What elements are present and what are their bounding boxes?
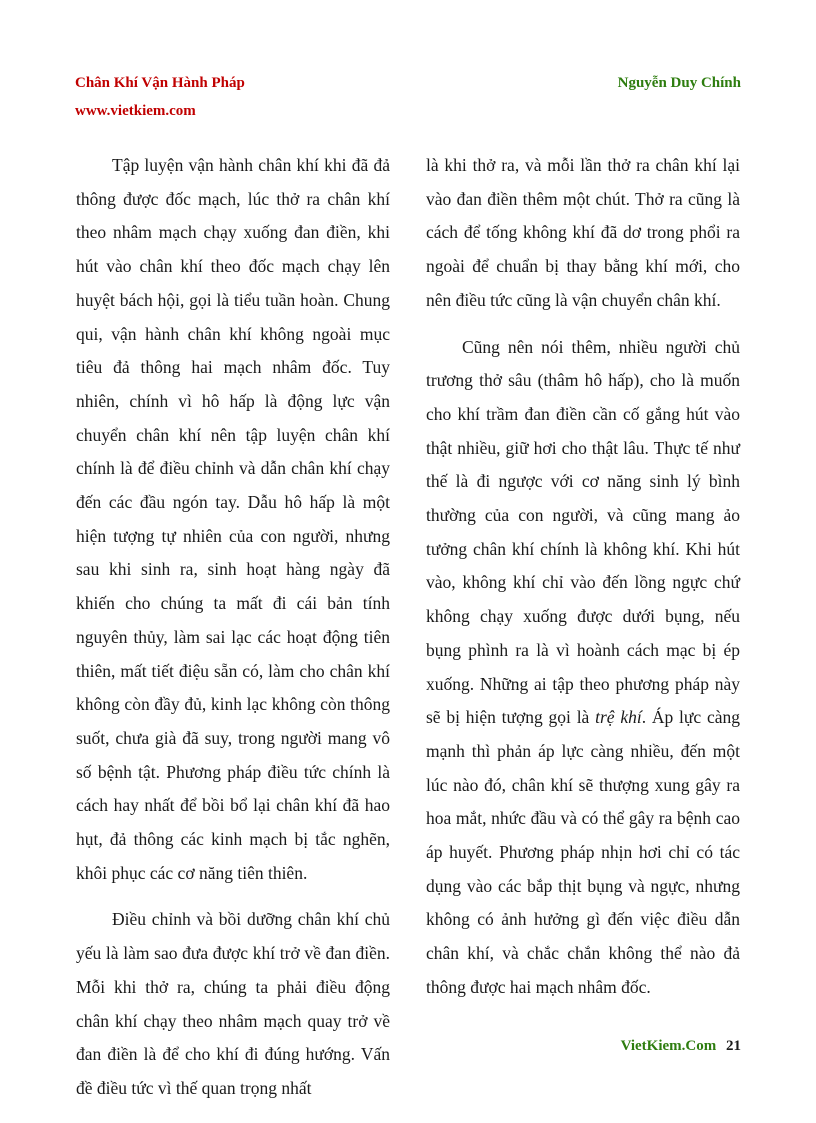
paragraph-2-continuation: là khi thở ra, và mỗi lần thở ra chân khí lại vào đan điền thêm một chút. Thở ra cũng là cách để tống không khí đã dơ trong phổi ra ngoài để chuẩn bị thay bằng khí mới, cho nên điều tức cũng là vận chuyển chân khí.: [426, 155, 740, 310]
footer-brand[interactable]: VietKiem.Com: [620, 1038, 717, 1054]
book-title: Chân Khí Vận Hành Pháp: [75, 75, 245, 91]
page-footer: [621, 1035, 741, 1057]
website-link[interactable]: www.vietkiem.com: [75, 103, 196, 119]
left-column: [76, 149, 390, 1119]
author-name: Nguyễn Duy Chính: [617, 75, 741, 91]
paragraph-3: [426, 331, 740, 1005]
page-number: 21: [726, 1038, 741, 1054]
paragraph-2: Điều chỉnh và bồi dưỡng chân khí chủ yếu là làm sao đưa được khí trở về đan điền. Mỗi khi thở ra, chúng ta phải điều động chân khí chạy theo nhâm mạch quay trở về đan điền là để cho khí đi đúng hướng. Vấn đề điều tức vì thế quan trọng nhất: [76, 909, 390, 1098]
page-header-left: [75, 72, 245, 122]
paragraph-3-text-b: . Áp lực càng mạnh thì phản áp lực càng nhiều, đến một lúc nào đó, chân khí sẽ thượng xung gây ra hoa mắt, nhức đầu và có thể gây ra bệnh cao áp huyết. Phương pháp nhịn hơi chỉ có tác dụng vào các bắp thịt bụng và ngực, nhưng không có ảnh hưởng gì đến việc điều dẫn chân khí, và chắc chắn không thể nào đả thông được hai mạch nhâm đốc.: [426, 707, 740, 997]
paragraph-1: Tập luyện vận hành chân khí khi đã đả thông được đốc mạch, lúc thở ra chân khí theo nhâm mạch chạy xuống đan điền, khi hút vào chân khí theo đốc mạch chạy lên huyệt bách hội, gọi là tiểu tuần hoàn. Chung qui, vận hành chân khí không ngoài mục tiêu đả thông hai mạch nhâm đốc. Tuy nhiên, chính vì hô hấp là động lực vận chuyển chân khí nên tập luyện chân khí chính là để điều chỉnh và dẫn chân khí chạy đến các đầu ngón tay. Dẫu hô hấp là một hiện tượng tự nhiên của con người, nhưng sau khi sinh ra, sinh hoạt hàng ngày đã khiến cho chúng ta mất đi cái bản tính nguyên thủy, làm sai lạc các hoạt động tiên thiên, mất tiết điệu sẵn có, làm cho chân khí không còn đầy đủ, kinh lạc không còn thông suốt, chưa già đã suy, trong người mang vô số bệnh tật. Phương pháp điều tức chính là cách hay nhất để bồi bổ lại chân khí đã hao hụt, đả thông các kinh mạch bị tắc nghẽn, khôi phục các cơ năng tiên thiên.: [76, 155, 390, 883]
right-column: [426, 149, 740, 1018]
paragraph-3-text-a: Cũng nên nói thêm, nhiều người chủ trương thở sâu (thâm hô hấp), cho là muốn cho khí trầm đan điền cần cố gắng hút vào thật nhiều, giữ hơi cho thật lâu. Thực tế như thế là đi ngược với cơ năng sinh lý bình thường của con người, và cũng mang ảo tưởng chân khí chính là không khí. Khi hút vào, không khí chỉ vào đến lồng ngực chứ không chạy xuống được dưới bụng, nếu bụng phình ra là vì hoành cách mạc bị ép xuống. Những ai tập theo phương pháp này sẽ bị hiện tượng gọi là: [426, 336, 740, 728]
paragraph-3-italic-term: trệ khí: [595, 707, 642, 728]
